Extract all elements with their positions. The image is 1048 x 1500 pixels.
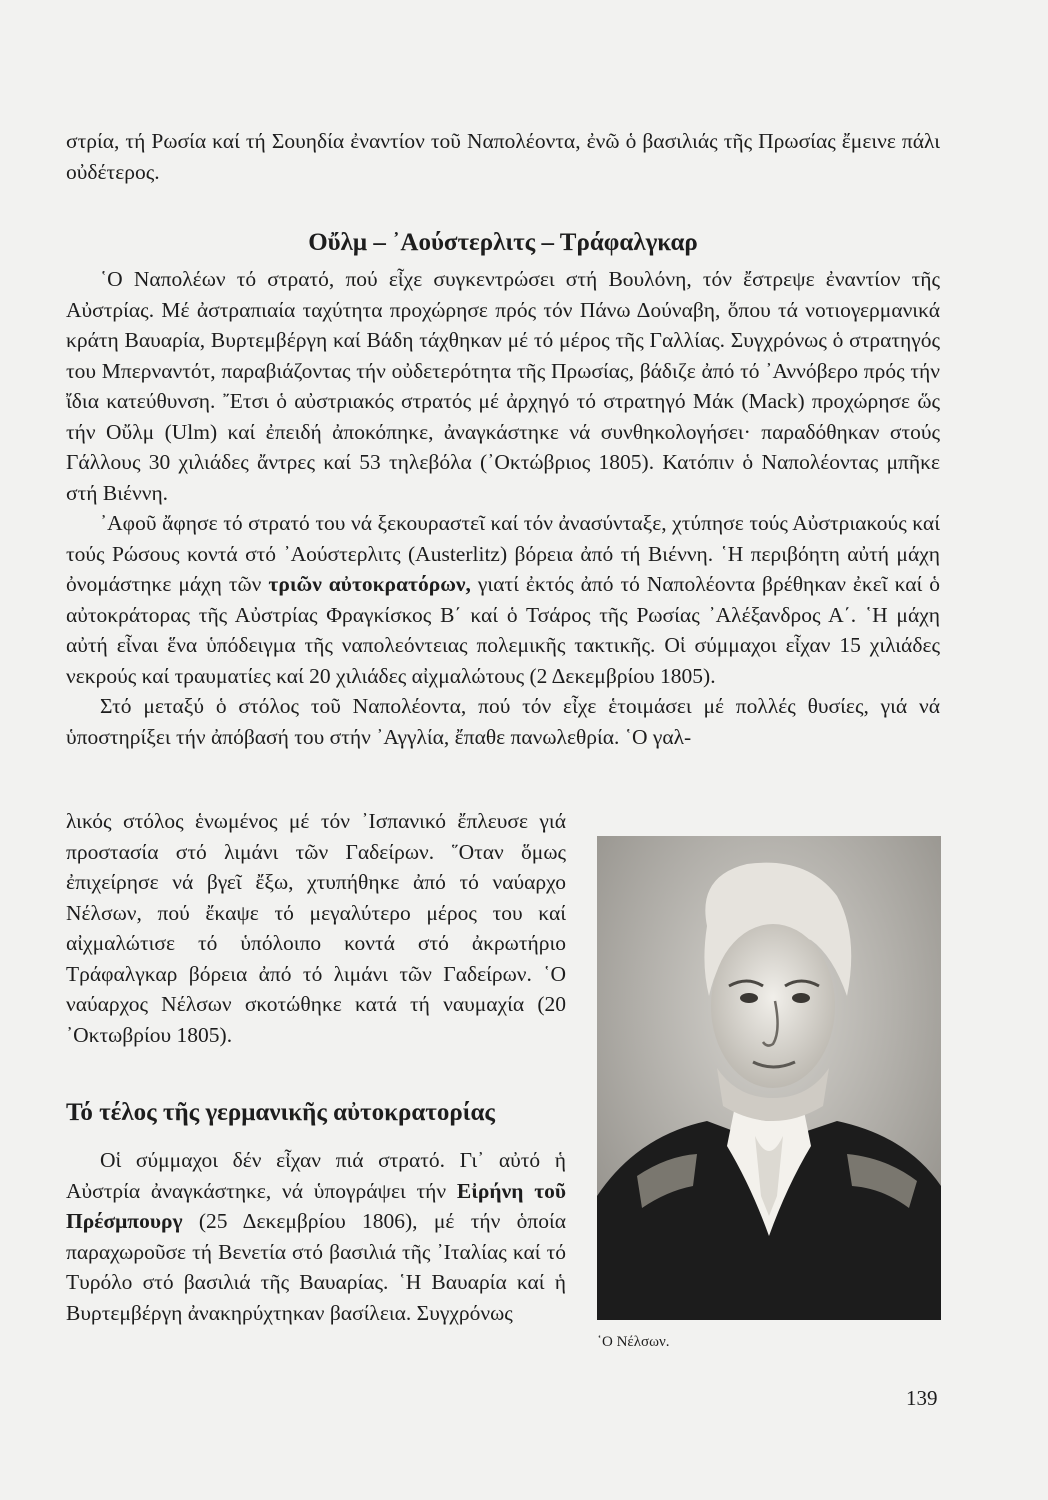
- section-heading-end-of-empire: Τό τέλος τῆς γερμανικῆς αὐτοκρατορίας: [66, 1099, 495, 1126]
- section-heading-ulm: Οὔλμ – ᾿Αούστερλιτς – Τράφαλγκαρ: [308, 229, 698, 256]
- three-emperors-bold: τριῶν αὐτοκρατόρων,: [268, 572, 471, 596]
- paragraph-pressburg: [66, 1145, 566, 1328]
- austerlitz-text-end: γιατί ἐκτός ἀπό τό Ναπολέοντα βρέθηκαν ἐκεῖ καί ὁ αὐτοκράτορας τῆς Αὐστρίας Φραγκίσκος Β΄ καί ὁ Τσάρος τῆς Ρωσίας ᾿Αλέξανδρος Α΄. ῾Η μάχη αὐτή εἶναι ἕνα ὑπόδειγμα τῆς ναπολεόντειας πολεμικῆς τακτικῆς. Οἱ σύμμαχοι εἶχαν 15 χιλιάδες νεκρούς καί τραυματίες καί 20 χιλιάδες αἰχμαλώτους (2 Δεκεμβρίου 1805).: [66, 572, 940, 688]
- nelson-portrait: [597, 836, 941, 1320]
- pressburg-peace-bold: Εἰρήνη τοῦ Πρέσμπουργ: [66, 1178, 567, 1233]
- portrait-caption: ῾Ο Νέλσων.: [597, 1334, 670, 1350]
- ulm-section-body: [66, 264, 940, 752]
- paragraph-trafalgar-start: Στό μεταξύ ὁ στόλος τοῦ Ναπολέοντα, πού τόν εἶχε ἑτοιμάσει μέ πολλές θυσίες, γιά νά ὑποστηρίξει τήν ἀπόβασή του στήν ᾿Αγγλία, ἔπαθε πανωλεθρία. ῾Ο γαλ-: [66, 694, 940, 749]
- nelson-portrait-drawing: [597, 836, 941, 1320]
- paragraph-austerlitz: [66, 508, 940, 691]
- trafalgar-wrapped-text: [66, 806, 566, 1050]
- pressburg-text-start: Οἱ σύμμαχοι δέν εἶχαν πιά στρατό. Γι᾿ αὐτό ἡ Αὐστρία ἀναγκάστηκε, νά ὑπογράψει τήν: [66, 1148, 566, 1203]
- intro-paragraph: στρία, τή Ρωσία καί τή Σουηδία ἐναντίον τοῦ Ναπολέοντα, ἐνῶ ὁ βασιλιάς τῆς Πρωσίας ἔμεινε πάλι οὐδέτερος.: [66, 129, 940, 184]
- austerlitz-text-start: ᾿Αφοῦ ἄφησε τό στρατό του νά ξεκουραστεῖ καί τόν ἀνασύνταξε, χτύπησε τούς Αὐστριακούς καί τούς Ρώσους κοντά στό ᾿Αούστερλιτς (Austerlitz) βόρεια ἀπό τή Βιέννη. ῾Η περιβόητη αὐτή μάχη ὀνομάστηκε μάχη τῶν: [66, 511, 940, 596]
- end-section-body: [66, 1145, 566, 1328]
- paragraph-trafalgar-continued: λικός στόλος ἑνωμένος μέ τόν ᾿Ισπανικό ἔπλευσε γιά προστασία στό λιμάνι τῶν Γαδείρων. ῞Οταν ὅμως ἐπιχείρησε νά βγεῖ ἔξω, χτυπήθηκε ἀπό τό ναύαρχο Νέλσων, πού ἔκαψε τό μεγαλύτερο μέρος του καί αἰχμαλώτισε τό ὑπόλοιπο κοντά στό ἀκρωτήριο Τράφαλγκαρ βόρεια ἀπό τό λιμάνι τῶν Γαδείρων. ῾Ο ναύαρχος Νέλσων σκοτώθηκε κατά τή ναυμαχία (20 ᾿Οκτωβρίου 1805).: [66, 809, 566, 1047]
- pressburg-text-end: (25 Δεκεμβρίου 1806), μέ τήν ὁποία παραχωροῦσε τή Βενετία στό βασιλιά τῆς ᾿Ιταλίας καί τό Τυρόλο στό βασιλιά τῆς Βαυαρίας. ῾Η Βαυαρία καί ἡ Βυρτεμβέργη ἀνακηρύχτηκαν βασίλεια. Συγχρόνως: [66, 1209, 566, 1325]
- page-number: 139: [906, 1386, 938, 1410]
- paragraph-ulm-campaign: ῾Ο Ναπολέων τό στρατό, πού εἶχε συγκεντρώσει στή Βουλόνη, τόν ἔστρεψε ἐναντίον τῆς Αὐστρίας. Μέ ἀστραπιαία ταχύτητα προχώρησε πρός τόν Πάνω Δούναβη, ὅπου τά νοτιογερμανικά κράτη Βαυαρία, Βυρτεμβέργη καί Βάδη τάχθηκαν μέ τό μέρος τῆς Γαλλίας. Συγχρόνως ὁ στρατηγός του Μπερναντότ, παραβιάζοντας τήν οὐδετερότητα τῆς Πρωσίας, βάδιζε ἀπό τό ᾿Αννόβερο πρός τήν ἴδια κατεύθυνση. ῎Ετσι ὁ αὐστριακός στρατός μέ ἀρχηγό τό στρατηγό Μάκ (Mack) προχώρησε ὥς τήν Οὔλμ (Ulm) καί ἐπειδή ἀποκόπηκε, ἀναγκάστηκε νά συνθηκολογήσει· παραδόθηκαν στούς Γάλλους 30 χιλιάδες ἄντρες καί 53 τηλεβόλα (᾿Οκτώβριος 1805). Κατόπιν ὁ Ναπολέοντας μπῆκε στή Βιέννη.: [66, 267, 940, 505]
- intro-text: [66, 126, 940, 187]
